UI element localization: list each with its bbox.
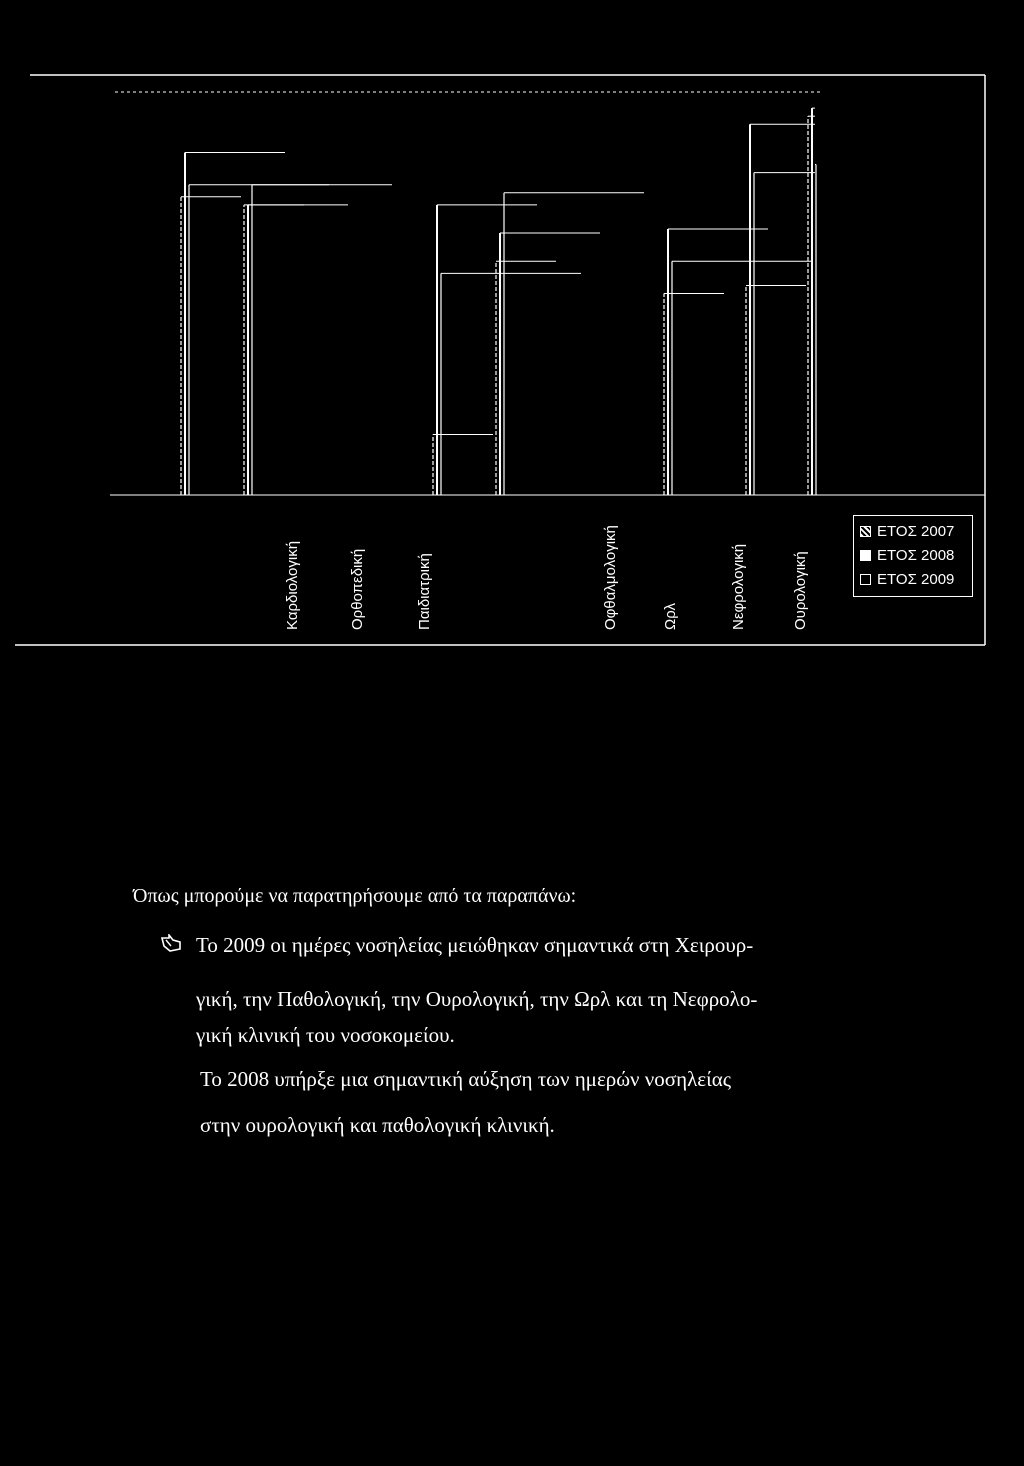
paragraph-2-line-2: στην ουρολογική και παθολογική κλινική.	[200, 1113, 555, 1137]
category-label: Νεφρολογική	[730, 543, 747, 630]
legend-label-2008: ΕΤΟΣ 2008	[877, 546, 955, 564]
chart-legend	[853, 515, 973, 597]
category-label: Καρδιολογική	[284, 540, 301, 630]
legend-item-2008	[860, 543, 966, 567]
pointing-hand-icon	[160, 934, 182, 954]
legend-label-2007: ΕΤΟΣ 2007	[877, 522, 955, 540]
category-label: Ουρολογική	[792, 551, 809, 630]
category-label: Οφθαλμολογική	[602, 525, 619, 630]
paragraph-1-line-3: γική κλινική του νοσοκομείου.	[196, 1023, 455, 1047]
empty-swatch-icon	[860, 574, 871, 585]
paragraph-2-line-1: Το 2008 υπήρξε μια σημαντική αύξηση των ημερών νοσηλείας	[200, 1067, 732, 1091]
legend-item-2009	[860, 567, 966, 591]
legend-label-2009: ΕΤΟΣ 2009	[877, 570, 955, 588]
category-label: Ωρλ	[662, 603, 679, 630]
hatched-swatch-icon	[860, 526, 871, 537]
paragraph-1-line-1: Το 2009 οι ημέρες νοσηλείας μειώθηκαν σημαντικά στη Χειρουρ-	[196, 933, 754, 957]
solid-swatch-icon	[860, 550, 871, 561]
paragraph-1-line-2: γική, την Παθολογική, την Ουρολογική, την Ωρλ και τη Νεφρολο-	[196, 987, 758, 1011]
category-label: Ορθοπεδική	[349, 548, 366, 630]
category-label: Παιδιατρική	[416, 553, 433, 630]
legend-item-2007	[860, 519, 966, 543]
intro-line: Όπως μπορούμε να παρατηρήσουμε από τα παραπάνω:	[133, 885, 577, 907]
